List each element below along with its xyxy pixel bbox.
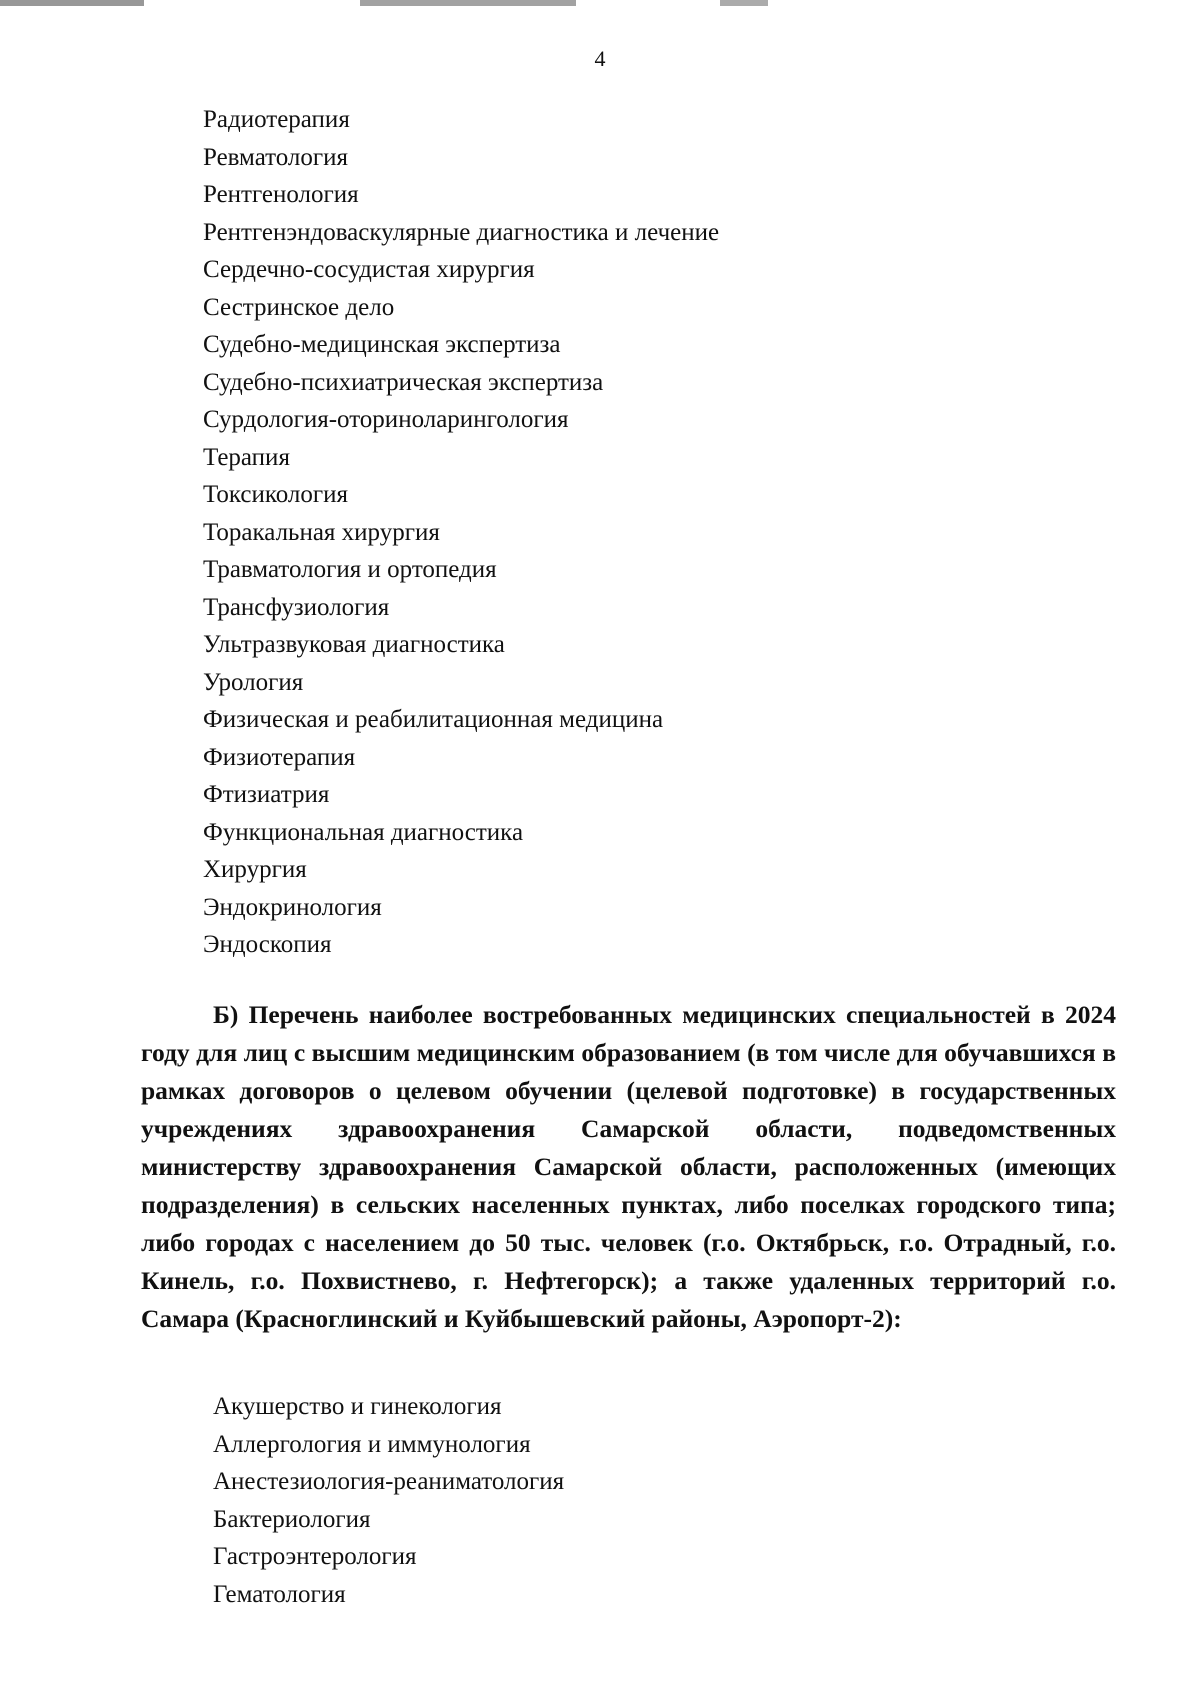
list-item: Сурдология-оториноларингология	[203, 406, 569, 433]
list-item: Гематология	[213, 1580, 346, 1608]
list-item: Сердечно-сосудистая хирургия	[203, 256, 535, 283]
list-item: Судебно-психиатрическая экспертиза	[203, 368, 604, 396]
list-item: Фтизиатрия	[203, 781, 330, 808]
list-item: Торакальная хирургия	[203, 518, 440, 546]
list-item: Ультразвуковая диагностика	[203, 631, 505, 658]
list-item: Анестезиология-реаниматология	[213, 1468, 565, 1495]
list-item: Хирургия	[203, 856, 307, 883]
list-item: Сестринское дело	[203, 293, 395, 321]
list-item: Травматология и ортопедия	[203, 556, 497, 583]
list-item: Терапия	[203, 443, 290, 471]
specialties-list-b	[213, 1388, 564, 1613]
list-item: Урология	[203, 668, 304, 696]
scan-edge	[0, 0, 1200, 6]
list-item: Физическая и реабилитационная медицина	[203, 706, 664, 733]
list-item: Бактериология	[213, 1505, 371, 1533]
list-item: Судебно-медицинская экспертиза	[203, 331, 561, 358]
list-item: Функциональная диагностика	[203, 818, 524, 846]
list-item: Трансфузиология	[203, 593, 390, 621]
list-item: Ревматология	[203, 143, 349, 171]
list-item: Рентгенэндоваскулярные диагностика и лечение	[203, 218, 720, 246]
list-item: Акушерство и гинекология	[213, 1393, 502, 1420]
section-b-heading: Б) Перечень наиболее востребованных медицинских специальностей в 2024 году для лиц с высшим медицинским образованием (в том числе для обучавшихся в рамках договоров о целевом обучении (целевой подготовке) в государственных учреждениях здравоохранения Самарской области, подведомственных министерству здравоохранения Самарской области, расположенных (имеющих подразделения) в сельских населенных пунктах, либо поселках городского типа; либо городах с населением до 50 тыс. человек (г.о. Октябрьск, г.о. Отрадный, г.о. Кинель, г.о. Похвистнево, г. Нефтегорск); а также удаленных территорий г.о. Самара (Красноглинский и Куйбышевский районы, Аэропорт-2):	[141, 1000, 1116, 1333]
list-item: Эндокринология	[203, 893, 382, 921]
list-item: Радиотерапия	[203, 106, 350, 133]
list-item: Эндоскопия	[203, 931, 332, 958]
page-number: 4	[594, 46, 606, 71]
list-item: Аллергология и иммунология	[213, 1430, 531, 1458]
list-item: Физиотерапия	[203, 743, 356, 771]
list-item: Гастроэнтерология	[213, 1543, 417, 1570]
list-item: Токсикология	[203, 481, 349, 508]
list-item: Рентгенология	[203, 181, 359, 208]
specialties-list-a	[203, 101, 719, 964]
